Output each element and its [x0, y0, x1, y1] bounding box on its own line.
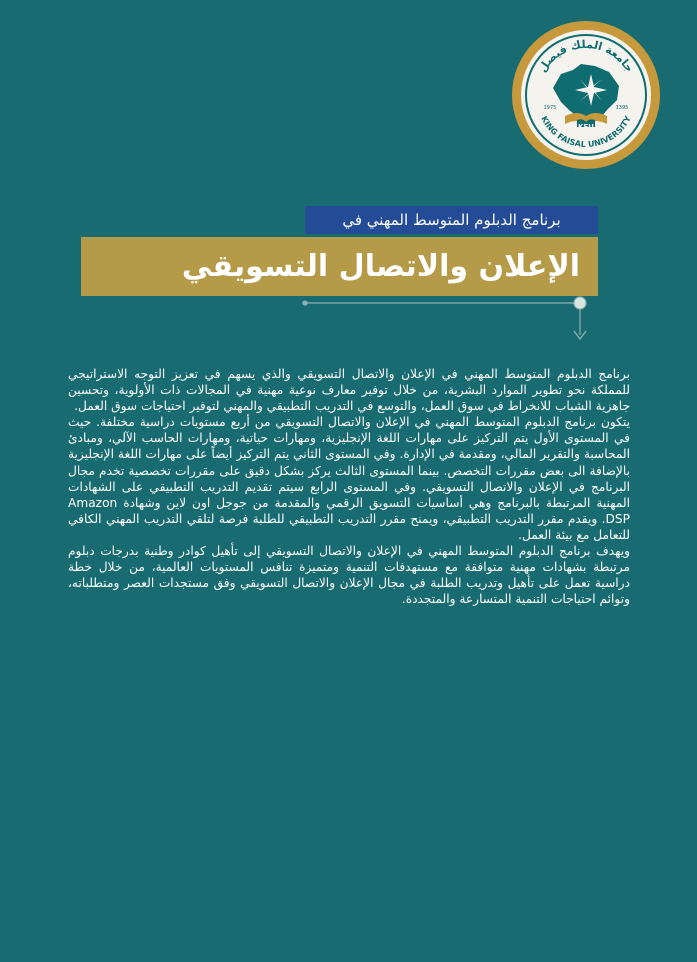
- connector-node-icon: [574, 297, 586, 309]
- program-subtitle-banner: [305, 206, 598, 234]
- svg-text:KING FAISAL UNIVERSITY: [539, 114, 632, 149]
- program-title-banner: [81, 237, 598, 296]
- decorative-connector: [300, 295, 600, 345]
- university-logo: [512, 21, 660, 169]
- paragraph-intro: برنامج الدبلوم المتوسط المهني في الإعلان والاتصال التسويقي والذي يسهم في تعزيز التوجه الاستراتيجي للمملكة نحو تطوير الموارد البشرية، من خلال توفير معارف نوعية مهنية في المجالات ذات الأولوية، وتحسين جاهزية الشباب للانخراط في سوق العمل، والتوسع في التدريب التطبيقي والمهني لتوفير احتياجات سوق العمل.: [68, 367, 630, 414]
- logo-ring-text: [521, 30, 651, 160]
- svg-text:جامعة الملك فيصل: [536, 38, 636, 75]
- connector-dot-icon: [302, 300, 307, 305]
- paragraph-goals: ويهدف برنامج الدبلوم المتوسط المهني في الإعلان والاتصال التسويقي إلى تأهيل كوادر وطنية بدرجات دبلوم مرتبطة بشهادات مهنية متوافقة مع مستهدفات التنمية ومتميزة تنافس المستويات العالمية، من خلال خطة دراسية تعمل على تأهيل وتدريب الطلبة في مجال الإعلان والاتصال التسويقي وفق مستجدات العصر ومتطلباته، وتوائم احتياجات التنمية المتسارعة والمتجددة.: [68, 544, 630, 607]
- logo-year-ah: 1395: [615, 105, 629, 111]
- logo-abbr: KFU: [578, 123, 594, 131]
- logo-english-name: KING FAISAL UNIVERSITY: [539, 114, 633, 150]
- logo-year-ad: 1975: [543, 105, 557, 111]
- logo-seal: [521, 30, 651, 160]
- logo-arabic-name: جامعة الملك فيصل: [535, 37, 637, 75]
- program-title: الإعلان والاتصال التسويقي: [181, 249, 580, 284]
- paragraph-structure: يتكون برنامج الدبلوم المتوسط المهني في الإعلان والاتصال التسويقي من أربع مستويات دراسية مختلفة. حيث في المستوى الأول يتم التركيز على مهارات اللغة الإنجليزية، ومهارات حياتية، ومهارات الحاسب الآلي، ومبادئ المحاسبة والتقرير المالي، ومقدمة في الإدارة. وفي المستوى الثاني يتم التركيز أيضاً على مهارات اللغة الإنجليزية بالإضافة الى بعض مقررات التخصص. بينما المستوى الثالث يركز بشكل دقيق على مقررات تخصصية تخدم مجال البرنامج في الإعلان والاتصال التسويقي. وفي المستوى الرابع سيتم تقديم التدريب التطبيقي على الشهادات المهنية المرتبطة بالبرنامج وهي أساسيات التسويق الرقمي والمقدمة من جوجل اون لاين وشهادة Amazon DSP. ويقدم مقرر التدريب التطبيقي، ويمنح مقرر التدريب التطبيقي للطلبة فرصة لتلقي التدريب المهني الكافي للتعامل مع بيئة العمل.: [68, 415, 630, 542]
- program-subtitle: برنامج الدبلوم المتوسط المهني في: [342, 211, 561, 229]
- program-description: [68, 366, 630, 607]
